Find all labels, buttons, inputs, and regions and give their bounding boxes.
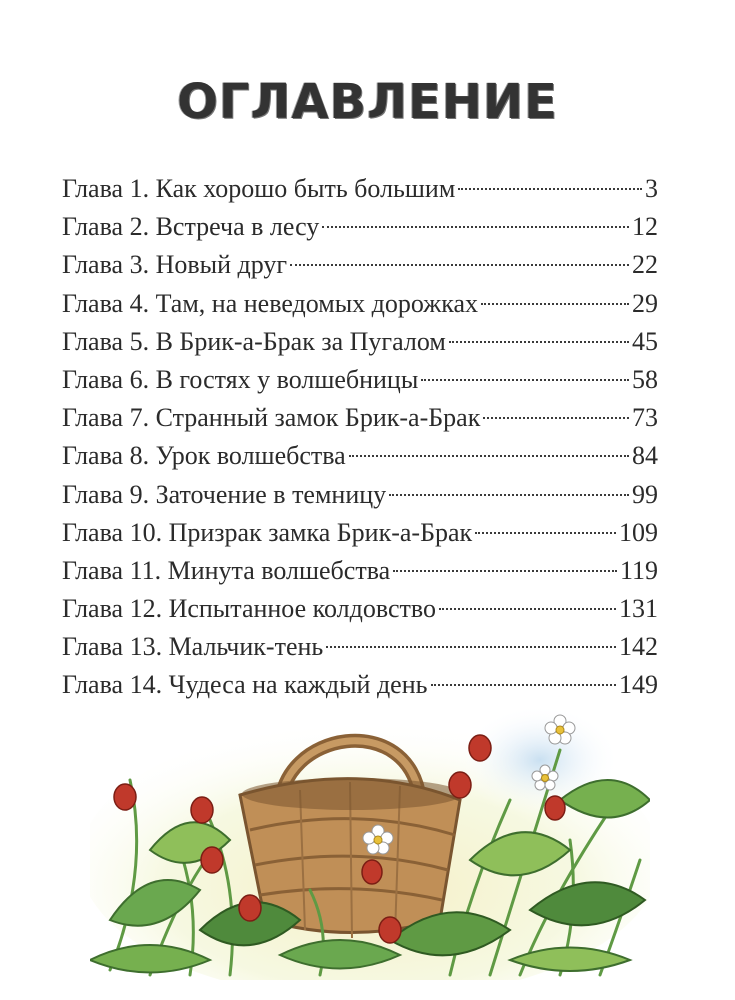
toc-entry [62, 437, 658, 475]
toc-entry-title: Глава 6. В гостях у волшебницы [62, 364, 419, 394]
toc-entry-page: 58 [632, 364, 658, 394]
toc-entry-page: 3 [645, 174, 658, 203]
toc-entry-title: Глава 13. Мальчик-тень [62, 632, 324, 662]
toc-entry-title: Глава 4. Там, на неведомых дорожках [62, 288, 478, 318]
toc-entry-page: 149 [619, 670, 658, 700]
toc-entry [62, 285, 658, 323]
toc-entry-page: 45 [632, 326, 658, 356]
toc-entry-page: 109 [619, 517, 658, 547]
toc-entry-title: Глава 2. Встреча в лесу [62, 212, 320, 242]
toc-dot-leader [481, 303, 629, 305]
toc-dot-leader [475, 532, 616, 534]
toc-dot-leader [421, 379, 629, 381]
toc-entry-title: Глава 5. В Брик-а-Брак за Пугалом [62, 326, 446, 356]
toc-entry-title: Глава 10. Призрак замка Брик-а-Брак [62, 517, 473, 547]
toc-entry-title: Глава 3. Новый друг [62, 250, 288, 280]
toc-entry [62, 476, 658, 514]
toc-entry [62, 628, 658, 666]
toc-dot-leader [389, 494, 629, 496]
toc-dot-leader [439, 608, 616, 610]
table-of-contents [62, 170, 658, 705]
toc-entry-page: 84 [632, 441, 658, 471]
toc-dot-leader [449, 341, 629, 343]
toc-entry [62, 552, 658, 590]
basket-illustration [90, 690, 650, 980]
toc-entry-page: 22 [632, 250, 658, 280]
toc-entry-title: Глава 9. Заточение в темницу [62, 479, 387, 509]
toc-dot-leader [458, 188, 642, 190]
toc-dot-leader [290, 264, 629, 266]
toc-entry-title: Глава 7. Странный замок Брик-а-Брак [62, 403, 481, 433]
toc-entry [62, 361, 658, 399]
toc-entry-title: Глава 12. Испытанное колдовство [62, 594, 436, 624]
toc-entry-title: Глава 1. Как хорошо быть большим [62, 174, 456, 203]
toc-entry [62, 323, 658, 361]
toc-dot-leader [393, 570, 617, 572]
toc-entry [62, 208, 658, 246]
toc-entry [62, 170, 658, 208]
toc-dot-leader [322, 226, 629, 228]
page-title: ОГЛАВЛЕНИЕ [177, 74, 558, 130]
toc-entry-page: 119 [619, 555, 658, 585]
toc-entry-page: 73 [632, 403, 658, 433]
toc-entry [62, 514, 658, 552]
toc-entry-title: Глава 11. Минута волшебства [62, 555, 391, 585]
toc-entry-title: Глава 8. Урок волшебства [62, 441, 346, 471]
toc-entry-page: 131 [619, 594, 658, 624]
toc-entry [62, 590, 658, 628]
toc-dot-leader [483, 417, 629, 419]
toc-entry-page: 142 [619, 632, 658, 662]
toc-entry-page: 12 [632, 212, 658, 242]
toc-entry-page: 99 [632, 479, 658, 509]
toc-dot-leader [431, 684, 617, 686]
toc-entry-title: Глава 14. Чудеса на каждый день [62, 670, 428, 700]
toc-dot-leader [349, 455, 629, 457]
toc-dot-leader [326, 646, 616, 648]
toc-entry-page: 29 [632, 288, 658, 318]
toc-entry [62, 246, 658, 284]
toc-entry [62, 399, 658, 437]
